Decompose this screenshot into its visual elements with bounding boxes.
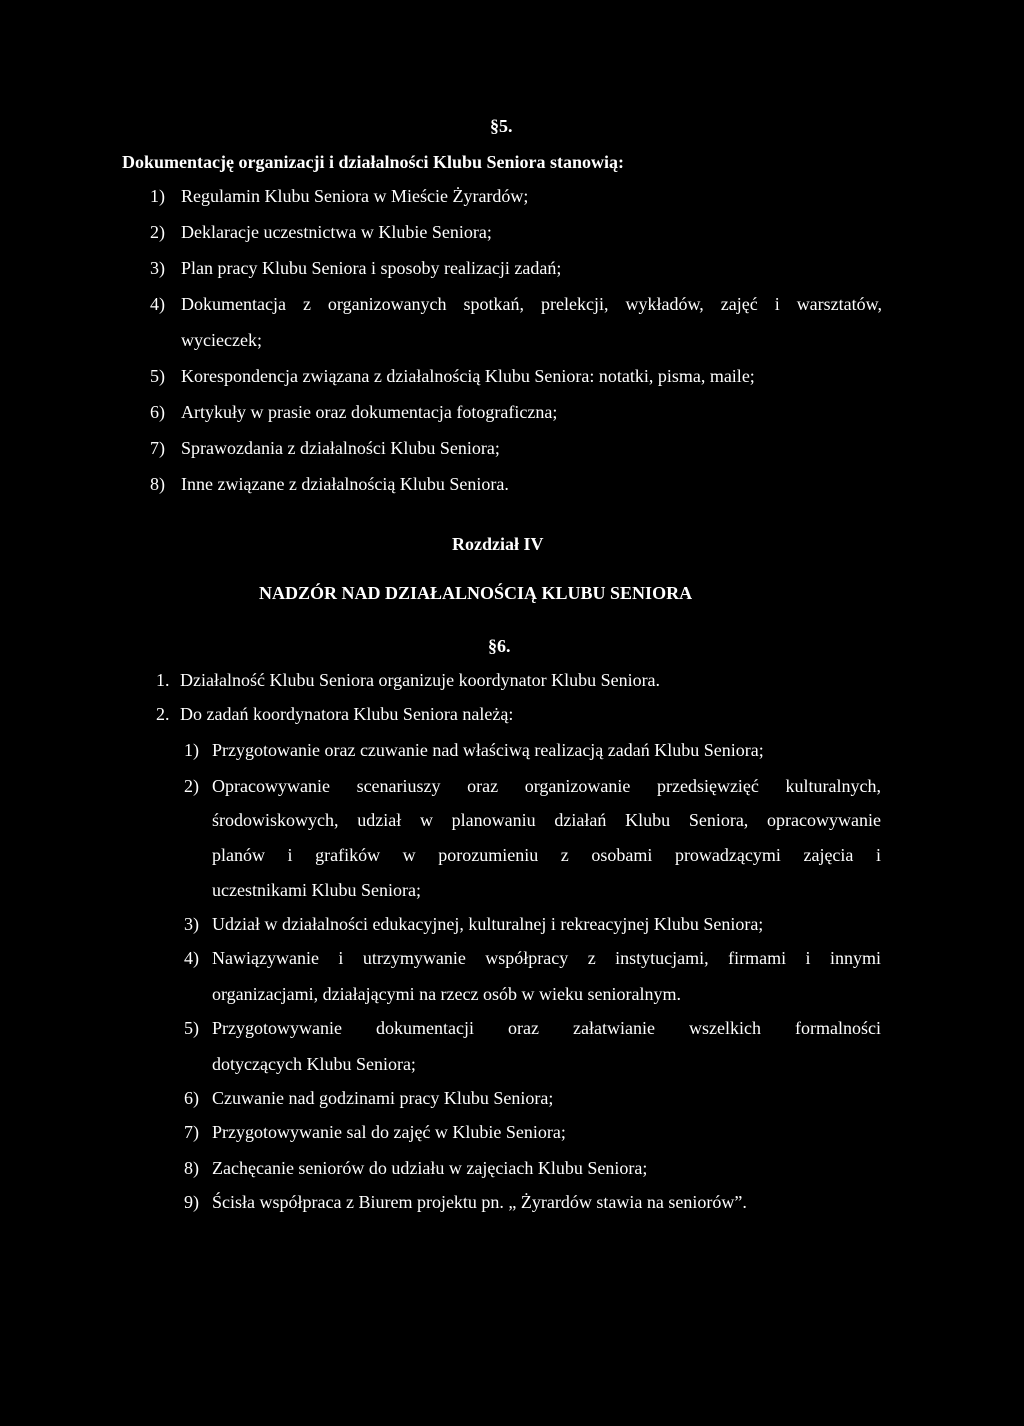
list-item-number: 5): [184, 1018, 199, 1038]
list-item: Regulamin Klubu Seniora w Mieście Żyrardów;: [181, 186, 529, 206]
list-item-number: 2): [150, 222, 165, 242]
list-item-number: 4): [150, 294, 165, 314]
list-item-number: 6): [184, 1088, 199, 1108]
list-item-number: 5): [150, 366, 165, 386]
list-item: Korespondencja związana z działalnością Klubu Seniora: notatki, pisma, maile;: [181, 366, 755, 386]
list-item: Czuwanie nad godzinami pracy Klubu Seniora;: [212, 1088, 554, 1108]
list-item: Przygotowywanie sal do zajęć w Klubie Seniora;: [212, 1122, 566, 1142]
list-item: Sprawozdania z działalności Klubu Seniora;: [181, 438, 500, 458]
list-item-number: 8): [150, 474, 165, 494]
list-item-continuation: wycieczek;: [181, 330, 262, 350]
list-item-number: 6): [150, 402, 165, 422]
list-item-continuation: dotyczących Klubu Seniora;: [212, 1054, 416, 1074]
list-item: Artykuły w prasie oraz dokumentacja fotograficzna;: [181, 402, 558, 422]
list-item-continuation: środowiskowych, udział w planowaniu działań Klubu Seniora, opracowywanie: [212, 810, 881, 830]
point-number: 2.: [156, 704, 170, 724]
list-item: Plan pracy Klubu Seniora i sposoby realizacji zadań;: [181, 258, 562, 278]
list-item: Ścisła współpraca z Biurem projektu pn. „ Żyrardów stawia na seniorów”.: [212, 1192, 747, 1212]
chapter-subtitle: NADZÓR NAD DZIAŁALNOŚCIĄ KLUBU SENIORA: [259, 583, 693, 603]
point-number: 1.: [156, 670, 170, 690]
list-item: Udział w działalności edukacyjnej, kulturalnej i rekreacyjnej Klubu Seniora;: [212, 914, 764, 934]
list-item: Przygotowanie oraz czuwanie nad właściwą realizacją zadań Klubu Seniora;: [212, 740, 764, 760]
list-item-number: 7): [150, 438, 165, 458]
list-item-continuation: uczestnikami Klubu Seniora;: [212, 880, 421, 900]
list-item-number: 7): [184, 1122, 199, 1142]
list-item: Dokumentacja z organizowanych spotkań, prelekcji, wykładów, zajęć i warsztatów,: [181, 294, 882, 314]
list-item: Inne związane z działalnością Klubu Seniora.: [181, 474, 509, 494]
list-item-number: 1): [184, 740, 199, 760]
section-5-intro: Dokumentację organizacji i działalności Klubu Seniora stanowią:: [122, 152, 625, 172]
list-item: Nawiązywanie i utrzymywanie współpracy z instytucjami, firmami i innymi: [212, 948, 881, 968]
list-item-number: 1): [150, 186, 165, 206]
list-item: Zachęcanie seniorów do udziału w zajęciach Klubu Seniora;: [212, 1158, 648, 1178]
list-item: Przygotowywanie dokumentacji oraz załatwianie wszelkich formalności: [212, 1018, 881, 1038]
list-item-number: 3): [184, 914, 199, 934]
list-item: Deklaracje uczestnictwa w Klubie Seniora;: [181, 222, 492, 242]
point-text: Do zadań koordynatora Klubu Seniora należą:: [180, 704, 514, 724]
section-5-heading: §5.: [490, 116, 513, 136]
list-item-continuation: planów i grafików w porozumieniu z osobami prowadzącymi zajęcia i: [212, 845, 881, 865]
chapter-title: Rozdział IV: [452, 534, 544, 554]
list-item-number: 4): [184, 948, 199, 968]
list-item-number: 8): [184, 1158, 199, 1178]
list-item-number: 3): [150, 258, 165, 278]
section-6-heading: §6.: [488, 636, 511, 656]
list-item-number: 9): [184, 1192, 199, 1212]
point-text: Działalność Klubu Seniora organizuje koordynator Klubu Seniora.: [180, 670, 661, 690]
list-item: Opracowywanie scenariuszy oraz organizowanie przedsięwzięć kulturalnych,: [212, 776, 881, 796]
list-item-continuation: organizacjami, działającymi na rzecz osób w wieku senioralnym.: [212, 984, 681, 1004]
list-item-number: 2): [184, 776, 199, 796]
